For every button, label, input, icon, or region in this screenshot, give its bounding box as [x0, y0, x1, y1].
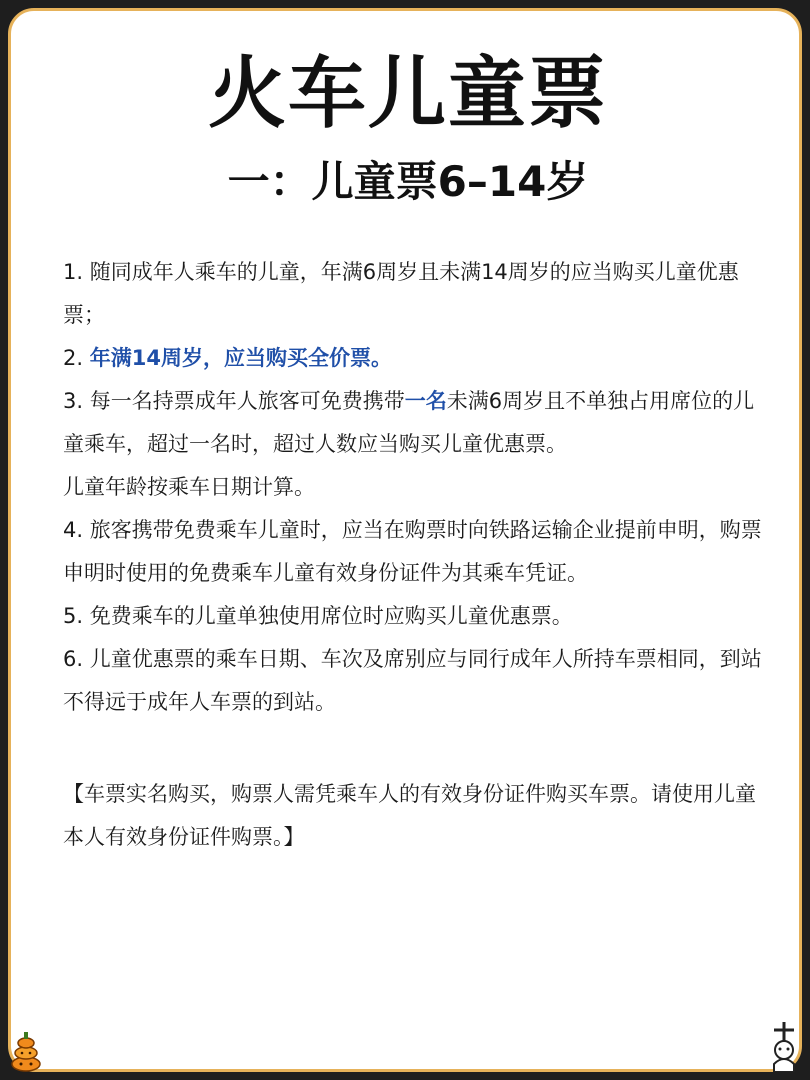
- rule-item-2-prefix: 2.: [63, 346, 90, 370]
- rules-list: [63, 251, 775, 724]
- rule-item-3: [63, 380, 775, 466]
- rule-item-6: 6. 儿童优惠票的乘车日期、车次及席别应与同行成年人所持车票相同，到站不得远于成年人车票的到站。: [63, 647, 762, 714]
- rule-item-4: 4. 旅客携带免费乘车儿童时，应当在购票时向铁路运输企业提前申明，购票申明时使用的免费乘车儿童有效身份证件为其乘车凭证。: [63, 518, 762, 585]
- rule-item-2: [63, 337, 775, 380]
- rule-item-5: 5. 免费乘车的儿童单独使用席位时应购买儿童优惠票。: [63, 604, 573, 628]
- rule-item-1: 1. 随同成年人乘车的儿童，年满6周岁且未满14周岁的应当购买儿童优惠票；: [63, 260, 739, 327]
- rule-item-3-highlight: 一名: [404, 389, 447, 413]
- rule-item-3-note: 儿童年龄按乘车日期计算。: [63, 475, 315, 499]
- pumpkin-stack-icon: [6, 1024, 46, 1072]
- content-card: [8, 8, 802, 1072]
- real-name-notice: 【车票实名购买，购票人需凭乘车人的有效身份证件购买车票。请使用儿童本人有效身份证件购票。】: [63, 782, 756, 849]
- rule-item-3-prefix: 3. 每一名持票成年人旅客可免费携带: [63, 389, 405, 413]
- rule-item-2-highlight: 年满14周岁，应当购买全价票。: [89, 346, 392, 370]
- cartoon-figure-icon: [764, 1020, 804, 1072]
- page-title: 火车儿童票: [207, 49, 608, 139]
- rule-item-3-suffix: 未满6周岁且不单独占用席位的儿童乘车，超过一名时，超过人数应当购买儿童优惠票。: [63, 389, 755, 456]
- section-heading: 一：儿童票6–14岁: [227, 157, 589, 206]
